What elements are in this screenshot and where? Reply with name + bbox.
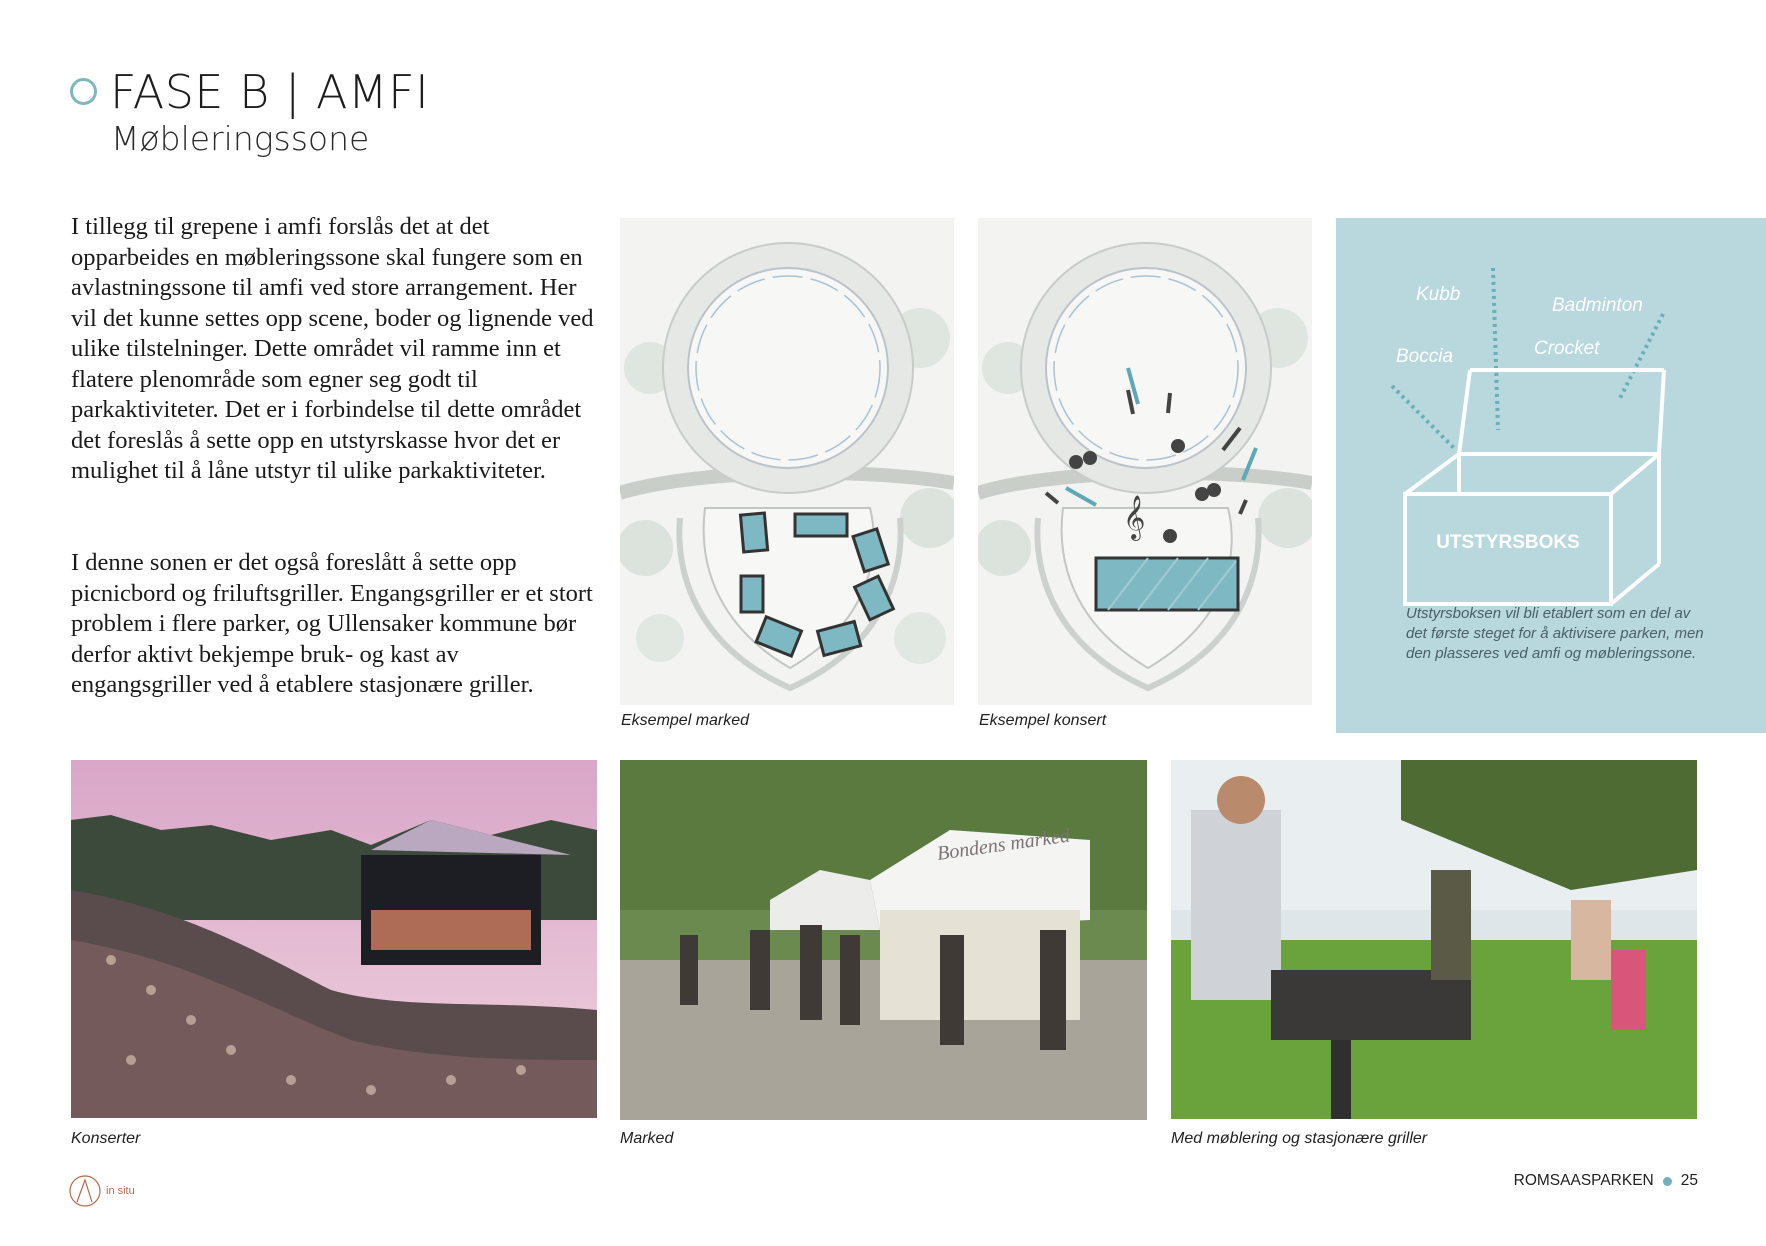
market-sign: Bondens marked (935, 824, 1072, 865)
caption-plan-market: Eksempel marked (621, 712, 750, 729)
caption-photo-concerts: Konserter (71, 1130, 141, 1147)
page-number: 25 (1680, 1172, 1698, 1189)
footer (1514, 1172, 1698, 1190)
box-description: Utstyrsboksen vil bli etablert som en del av det første steget for å aktivisere parken, men den plasseres ved amfi og møbleringssone. (1406, 605, 1704, 662)
plan-market-image (620, 218, 954, 705)
body-paragraph-1: I tillegg til grepene i amfi forslås det at det opparbeides en møbleringssone skal fungere som en avlastningssone til amfi ved store arrangement. Her vil det kunne settes opp scene, boder og lignende ved ulike tilstelninger. Dette området vil ramme inn et flatere plenområde som egner seg godt til parkaktiviteter. Det er i forbindelse til dette området det foreslås å sette opp en utstyrskasse hvor det er mulighet til å låne utstyr til ulike parkaktiviteter. (71, 213, 594, 484)
label-kubb: Kubb (1416, 284, 1461, 305)
label-crocket: Crocket (1534, 338, 1600, 359)
logo-text: in situ (106, 1185, 135, 1197)
photo-grill (1171, 760, 1697, 1119)
label-badminton: Badminton (1552, 295, 1643, 316)
footer-project: ROMSAASPARKEN (1513, 1172, 1654, 1189)
page-subtitle: Møbleringssone (111, 119, 370, 158)
insitu-logo-icon (68, 1174, 102, 1208)
body-paragraph-2: I denne sonen er det også foreslått å sette opp picnicbord og friluftsgriller. Engangsgriller er et stort problem i flere parker, og Ullensaker kommune bør derfor aktivt bekjempe bruk- og kast av engangsgriller ved å etablere stasjonære griller. (71, 549, 593, 698)
caption-photo-market: Marked (620, 1130, 674, 1147)
footer-dot-icon (1663, 1177, 1672, 1186)
stage-shape (1096, 558, 1238, 610)
insitu-logo (68, 1174, 135, 1208)
photo-concerts (71, 760, 597, 1118)
svg-text:𝄞: 𝄞 (1123, 495, 1146, 539)
caption-plan-concert: Eksempel konsert (979, 712, 1107, 729)
title-circle-icon (70, 78, 97, 105)
page-title: FASE B | AMFI (110, 65, 430, 119)
caption-photo-grill: Med møblering og stasjonære griller (1171, 1130, 1428, 1147)
box-label: UTSTYRSBOKS (1436, 532, 1580, 553)
label-boccia: Boccia (1396, 346, 1454, 367)
equipment-box-panel (1336, 218, 1766, 733)
plan-concert-image (978, 218, 1312, 705)
photo-market (620, 760, 1147, 1120)
